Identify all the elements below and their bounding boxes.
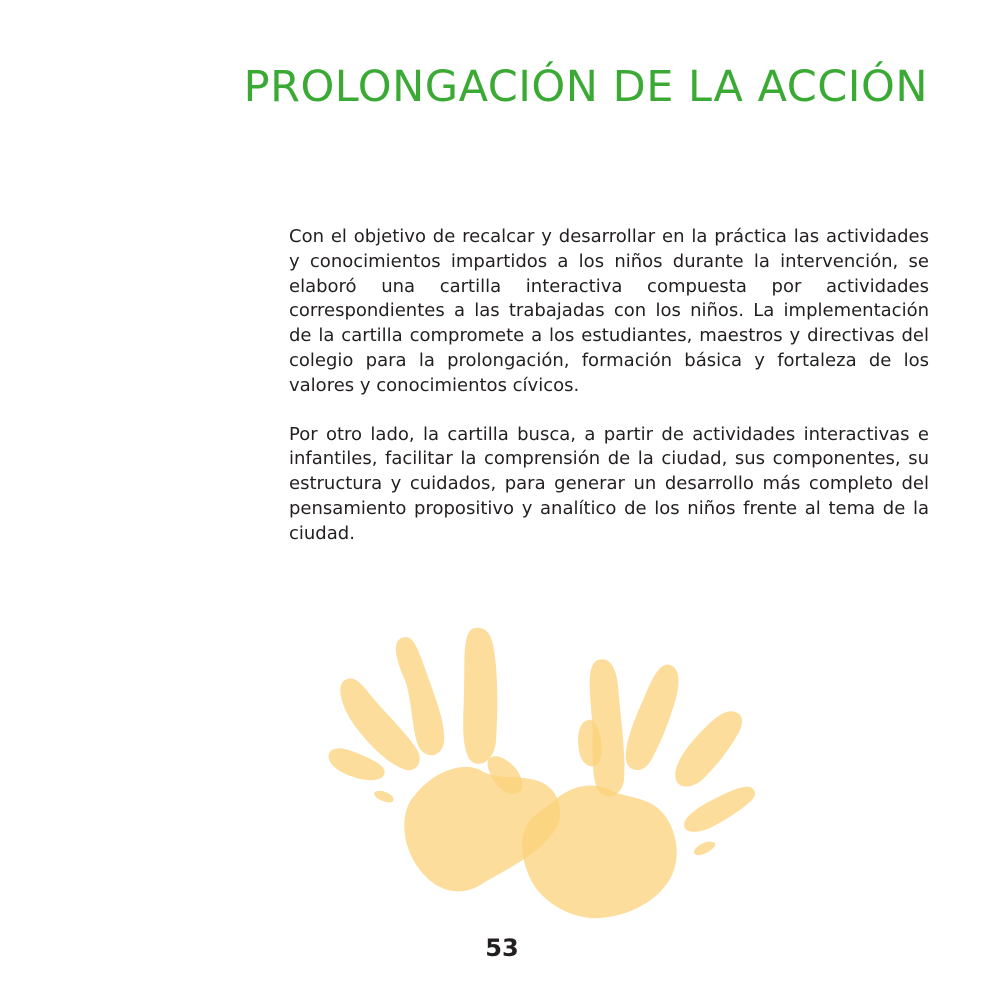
paragraph-2: Por otro lado, la cartilla busca, a partir de actividades interactivas e infantiles, facilitar la comprensión de la ciudad, sus componentes, su estructura y cuidados, para generar un desarrollo más completo del pensamiento propositivo y analítico de los niños frente al tema de la ciudad. [289, 423, 929, 544]
body-text [289, 225, 929, 571]
paragraph-1: Con el objetivo de recalcar y desarrollar en la práctica las actividades y conocimientos impartidos a los niños durante la intervención, se elaboró una cartilla interactiva compuesta por actividades correspondientes a las trabajadas con los niños. La implementación de la cartilla compromete a los estudiantes, maestros y directivas del colegio para la prolongación, formación básica y fortaleza de los valores y conocimientos cívicos. [289, 226, 929, 396]
page-title: PROLONGACIÓN DE LA ACCIÓN [243, 62, 928, 112]
handprints-icon [320, 620, 770, 940]
page-number: 53 [485, 934, 519, 962]
